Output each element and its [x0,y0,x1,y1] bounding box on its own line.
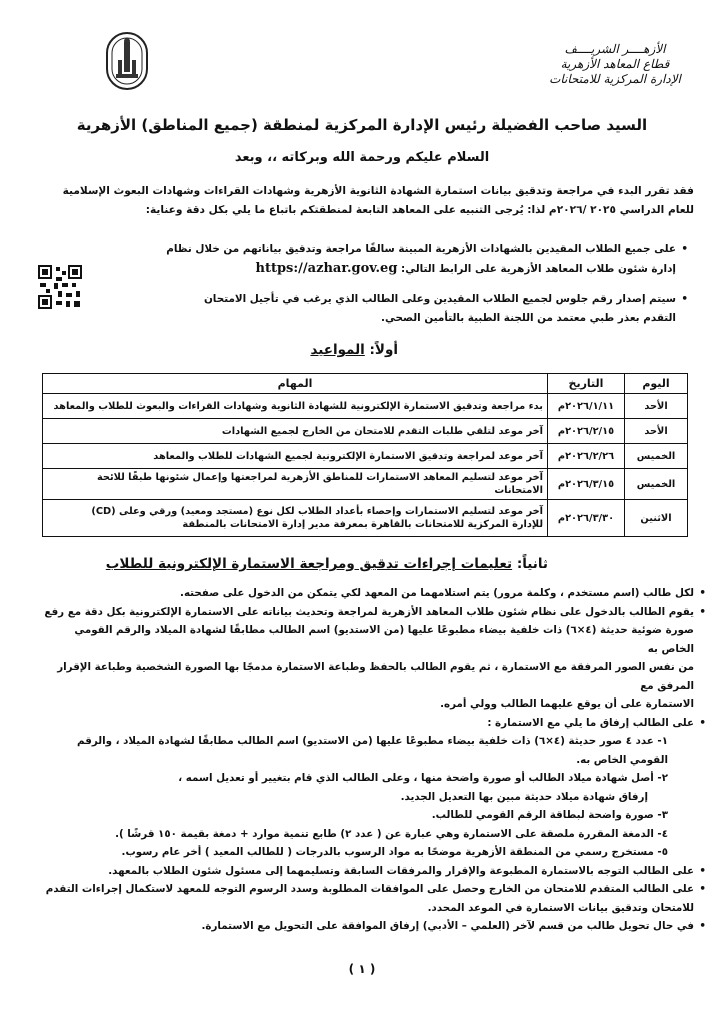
org-line: الإدارة المركزية للامتحانات [549,72,681,86]
bullet-line: التقدم بعذر طبي معتمد من اللجنة الطبية بالتأمين الصحي. [381,312,676,324]
qr-code-icon [38,265,82,309]
attachment-item: ٥- مستخرج رسمي من المنطقة الأزهرية موضحًا به مواد الرسوب بالدرجات ( للطالب المعيد ) أخر عام رسوب. [121,846,668,858]
cell-date: ٢٠٢٦/٢/٢٦م [548,444,625,469]
column-header-day: اليوم [625,374,688,394]
organization-header [540,42,690,87]
list-item: • في حال تحويل طالب من قسم لآخر (العلمي – الأدبي) إرفاق الموافقة على التحويل مع الاستمارة. [40,917,694,936]
bullet-icon: • [681,243,688,255]
list-item: • لكل طالب (اسم مستخدم ، وكلمة مرور) يتم استلامهما من المعهد لكي يتمكن من الدخول على صفحته. [40,584,694,603]
section-number: أولاً: [369,342,398,358]
list-line: للامتحان وتدقيق بيانات الاستمارة في الموعد المحدد. [427,901,694,914]
cell-task: آخر موعد لمراجعة وتدقيق الاستمارة الإلكترونية لجميع الشهادات للطلاب والمعاهد [43,444,548,469]
cell-day: الأحد [625,419,688,444]
cell-date: ٢٠٢٦/٣/٣٠م [548,500,625,537]
column-header-task: المهام [43,374,548,394]
cell-task [43,500,548,537]
intro-line: للعام الدراسي ٢٠٢٥ /٢٠٢٦م لذا: يُرجى التنبيه على المعاهد التابعة لمنطقتكم باتباع ما يلي بكل دقة وعناية: [145,204,694,216]
org-line: قطاع المعاهد الأزهرية [560,57,670,71]
table-row [43,500,688,537]
schedule-table [42,373,688,537]
bullet-line: على جميع الطلاب المقيدين بالشهادات الأزهرية المبينة سالفًا مراجعة وتدقيق بياناتهم من خلال نظام [166,243,676,255]
intro-line: فقد تقرر البدء في مراجعة وتدقيق بيانات استمارة الشهادة الثانوية الأزهرية وشهادات القراءات وشهادات البعوث الإسلامية [62,185,694,197]
bullet-text: إدارة شئون طلاب المعاهد الأزهرية على الرابط التالي: [401,263,676,275]
cell-date: ٢٠٢٦/٣/١٥م [548,469,625,500]
table-row [43,444,688,469]
list-item [40,603,694,714]
cell-date: ٢٠٢٦/٢/١٥م [548,419,625,444]
cell-task: آخر موعد لتلقي طلبات التقدم للامتحان من الخارج لجميع الشهادات [43,419,548,444]
section-title-instructions [106,556,548,572]
bullet-line: سيتم إصدار رقم جلوس لجميع الطلاب المقيدين وعلى الطالب الذي يرغب في تأجيل الامتحان [203,293,676,305]
section-title-dates [310,342,398,358]
azhar-logo-icon [104,30,150,92]
table-row [43,469,688,500]
section-number: ثانياً: [516,556,548,572]
attachment-item: ١- عدد ٤ صور حديثة (٤×٦) ذات خلفية بيضاء مطبوعًا عليها (من الاستديو) اسم الطالب مطابقًا لشهادة الميلاد ، والرقم القومي الخاص به. [77,735,668,766]
table-row [43,419,688,444]
cell-task-line: آخر موعد لتسليم الاستمارات وإحصاء بأعداد الطلاب لكل نوع (مستجد ومعيد) ورقي وعلى (CD) [91,506,543,517]
column-header-date: التاريخ [548,374,625,394]
list-line: من نفس الصور المرفقة مع الاستمارة ، ثم يقوم الطالب بالحفظ وطباعة الاستمارة مدمجًا بها الصورة الشخصية وطباعة الإقرار المرفق مع [57,661,694,692]
cell-day: الخميس [625,469,688,500]
attachment-item: ٣- صورة واضحة لبطاقة الرقم القومي للطالب. [431,809,668,821]
cell-task: بدء مراجعة وتدقيق الاستمارة الإلكترونية للشهادة الثانوية وشهادات القراءات والبعوث للطلاب والمعاهد [43,394,548,419]
cell-day: الاثنين [625,500,688,537]
cell-task: آخر موعد لتسليم المعاهد الاستمارات للمناطق الأزهرية لمراجعتها وإعمال شئونها طبقًا للائحة الامتحانات [43,469,548,500]
list-line: • يقوم الطالب بالدخول على نظام شئون طلاب المعاهد الأزهرية لمراجعة وتحديث بياناته على الاستمارة الإلكترونية بكل دقة مع رفع [44,605,694,618]
letter-addressee: السيد صاحب الفضيلة رئيس الإدارة المركزية لمنطقة (جميع المناطق) الأزهرية [76,116,648,134]
org-line: الأزهــــر الشريــــف [564,42,666,56]
list-item [40,880,694,917]
bullet-seat-number [84,290,688,328]
list-item: • على الطالب التوجه بالاستمارة المطبوعة والإقرار والمرفقات السابقة وتسليمهما إلى مسئول شئون الطلاب بالمعهد. [40,862,694,881]
list-line: ٢- أصل شهادة ميلاد الطالب أو صورة واضحة منها ، وعلى الطالب الذي قام بتغيير أو تعديل اسمه ، [178,772,668,784]
portal-link[interactable]: https://azhar.gov.eg [255,261,398,276]
cell-day: الخميس [625,444,688,469]
cell-task-line: للإدارة المركزية للامتحانات بالقاهرة بمعرفة مدير إدارة الامتحانات بالمنطقة [182,519,543,530]
bullet-line [84,259,676,279]
table-row [43,394,688,419]
intro-paragraph [38,182,694,220]
page-number: ( ١ ) [348,962,376,976]
attachment-item [40,769,694,806]
cell-day: الأحد [625,394,688,419]
section-heading: المواعيد [310,342,365,358]
cell-date: ٢٠٢٦/١/١١م [548,394,625,419]
list-line: • على الطالب المتقدم للامتحان من الخارج وحصل على الموافقات المطلوبة وسدد الرسوم التوجه للمعهد لاستكمال إجراءات التقدم [45,883,694,895]
section-heading: تعليمات إجراءات تدقيق ومراجعة الاستمارة الإلكترونية للطلاب [105,556,513,572]
list-line: الاستمارة على أن يوقع عليهما الطالب وولي أمره. [440,698,694,710]
attachment-item: ٤- الدمغة المقررة ملصقة على الاستمارة وهي عبارة عن ( عدد ٢) طابع تنمية موارد + دمغة بقيمة ١٥٠ قرشًا ). [115,827,668,840]
bullet-portal [84,240,688,279]
table-header-row [43,374,688,394]
letter-greeting: السلام عليكم ورحمة الله وبركاته ،، وبعد [234,150,490,165]
list-line: إرفاق شهادة ميلاد حديثة مبين بها التعديل الجديد. [400,790,648,803]
instructions-list [40,584,694,936]
bullet-icon: • [681,293,688,305]
list-item: • على الطالب إرفاق ما يلي مع الاستمارة : [40,714,694,733]
list-line: صورة ضوئية حديثة (٤×٦) ذات خلفية بيضاء مطبوعًا عليها (من الاستديو) اسم الطالب مطابقًا لشهادة الميلاد والرقم القومي الخاص به [74,624,694,655]
